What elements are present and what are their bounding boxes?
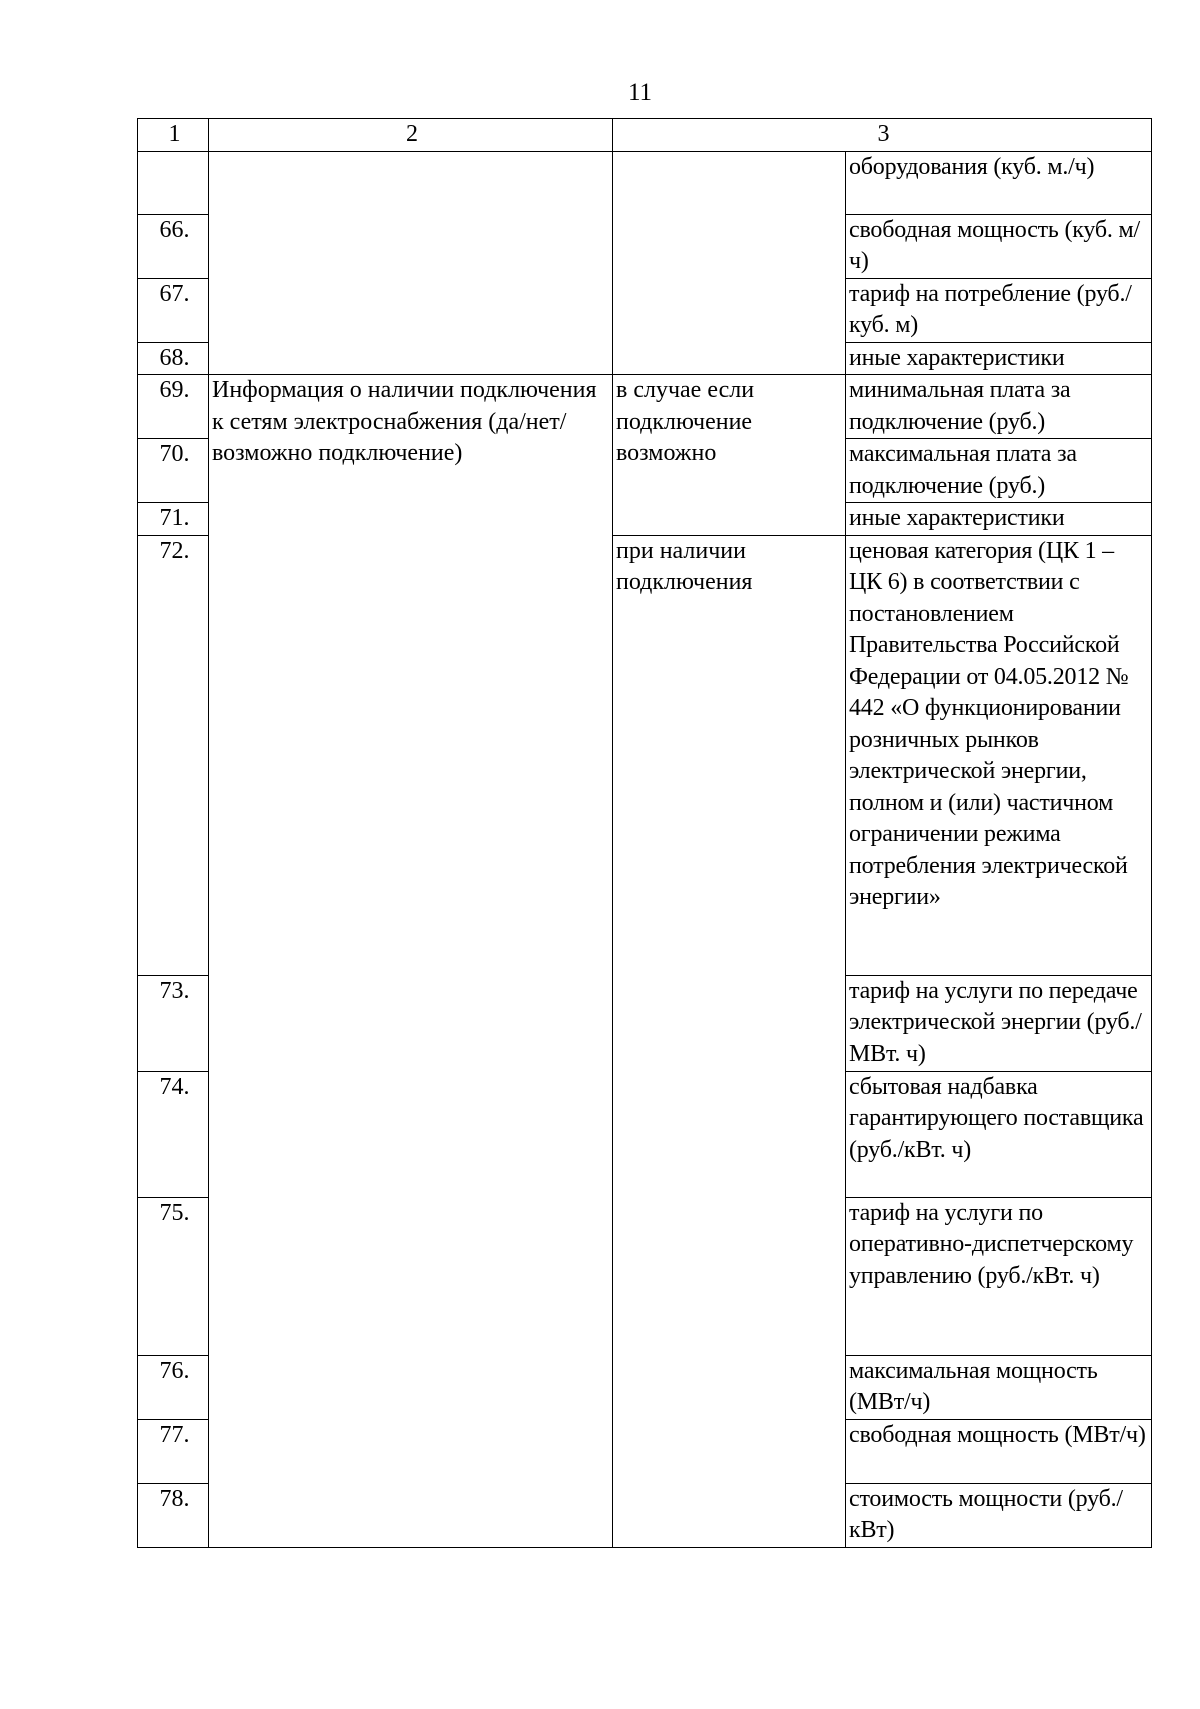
indicator-cell: иные характеристики <box>846 503 1152 536</box>
electricity-section-cell: Информация о наличии подключения к сетям электроснабжения (да/нет/возможно подключение) <box>209 375 613 1548</box>
table-header-row <box>138 119 1152 152</box>
indicator-cell: свободная мощность (куб. м/ч) <box>846 214 1152 278</box>
indicator-cell: оборудования (куб. м./ч) <box>846 151 1152 214</box>
row-number: 77. <box>138 1419 209 1483</box>
table-row <box>138 151 1152 214</box>
indicator-cell: тариф на потребление (руб./куб. м) <box>846 278 1152 342</box>
page-number: 11 <box>627 79 653 106</box>
indicator-cell: тариф на услуги по передаче электрической энергии (руб./МВт. ч) <box>846 975 1152 1071</box>
row-number: 76. <box>138 1355 209 1419</box>
header-col-3: 3 <box>613 119 1152 152</box>
indicator-cell: стоимость мощности (руб./кВт) <box>846 1483 1152 1547</box>
indicator-cell: иные характеристики <box>846 342 1152 375</box>
row-number: 74. <box>138 1071 209 1197</box>
row-number: 71. <box>138 503 209 536</box>
indicator-cell: максимальная мощность (МВт/ч) <box>846 1355 1152 1419</box>
indicator-cell: минимальная плата за подключение (руб.) <box>846 375 1152 439</box>
row-number: 70. <box>138 439 209 503</box>
header-col-1: 1 <box>138 119 209 152</box>
row-number: 78. <box>138 1483 209 1547</box>
row-number: 69. <box>138 375 209 439</box>
section-cell-empty <box>209 151 613 375</box>
row-number: 73. <box>138 975 209 1071</box>
condition-present-cell: при наличии подключения <box>613 535 846 1547</box>
table-row <box>138 375 1152 439</box>
row-number: 75. <box>138 1197 209 1355</box>
indicator-cell: сбытовая надбавка гарантирующего поставщика (руб./кВт. ч) <box>846 1071 1152 1197</box>
row-number: 66. <box>138 214 209 278</box>
row-number: 67. <box>138 278 209 342</box>
row-number <box>138 151 209 214</box>
indicator-cell: ценовая категория (ЦК 1 – ЦК 6) в соответствии с постановлением Правительства Российской Федерации от 04.05.2012 № 442 «О функционировании розничных рынков электрической энергии, полном и (или) частичном ограничении режима потребления электрической энергии» <box>846 535 1152 975</box>
row-number: 72. <box>138 535 209 975</box>
indicator-cell: свободная мощность (МВт/ч) <box>846 1419 1152 1483</box>
indicator-cell: тариф на услуги по оперативно-диспетчерскому управлению (руб./кВт. ч) <box>846 1197 1152 1355</box>
condition-cell-empty <box>613 151 846 375</box>
indicator-cell: максимальная плата за подключение (руб.) <box>846 439 1152 503</box>
characteristics-table <box>137 118 1152 1548</box>
row-number: 68. <box>138 342 209 375</box>
header-col-2: 2 <box>209 119 613 152</box>
condition-possible-cell: в случае если подключение возможно <box>613 375 846 536</box>
